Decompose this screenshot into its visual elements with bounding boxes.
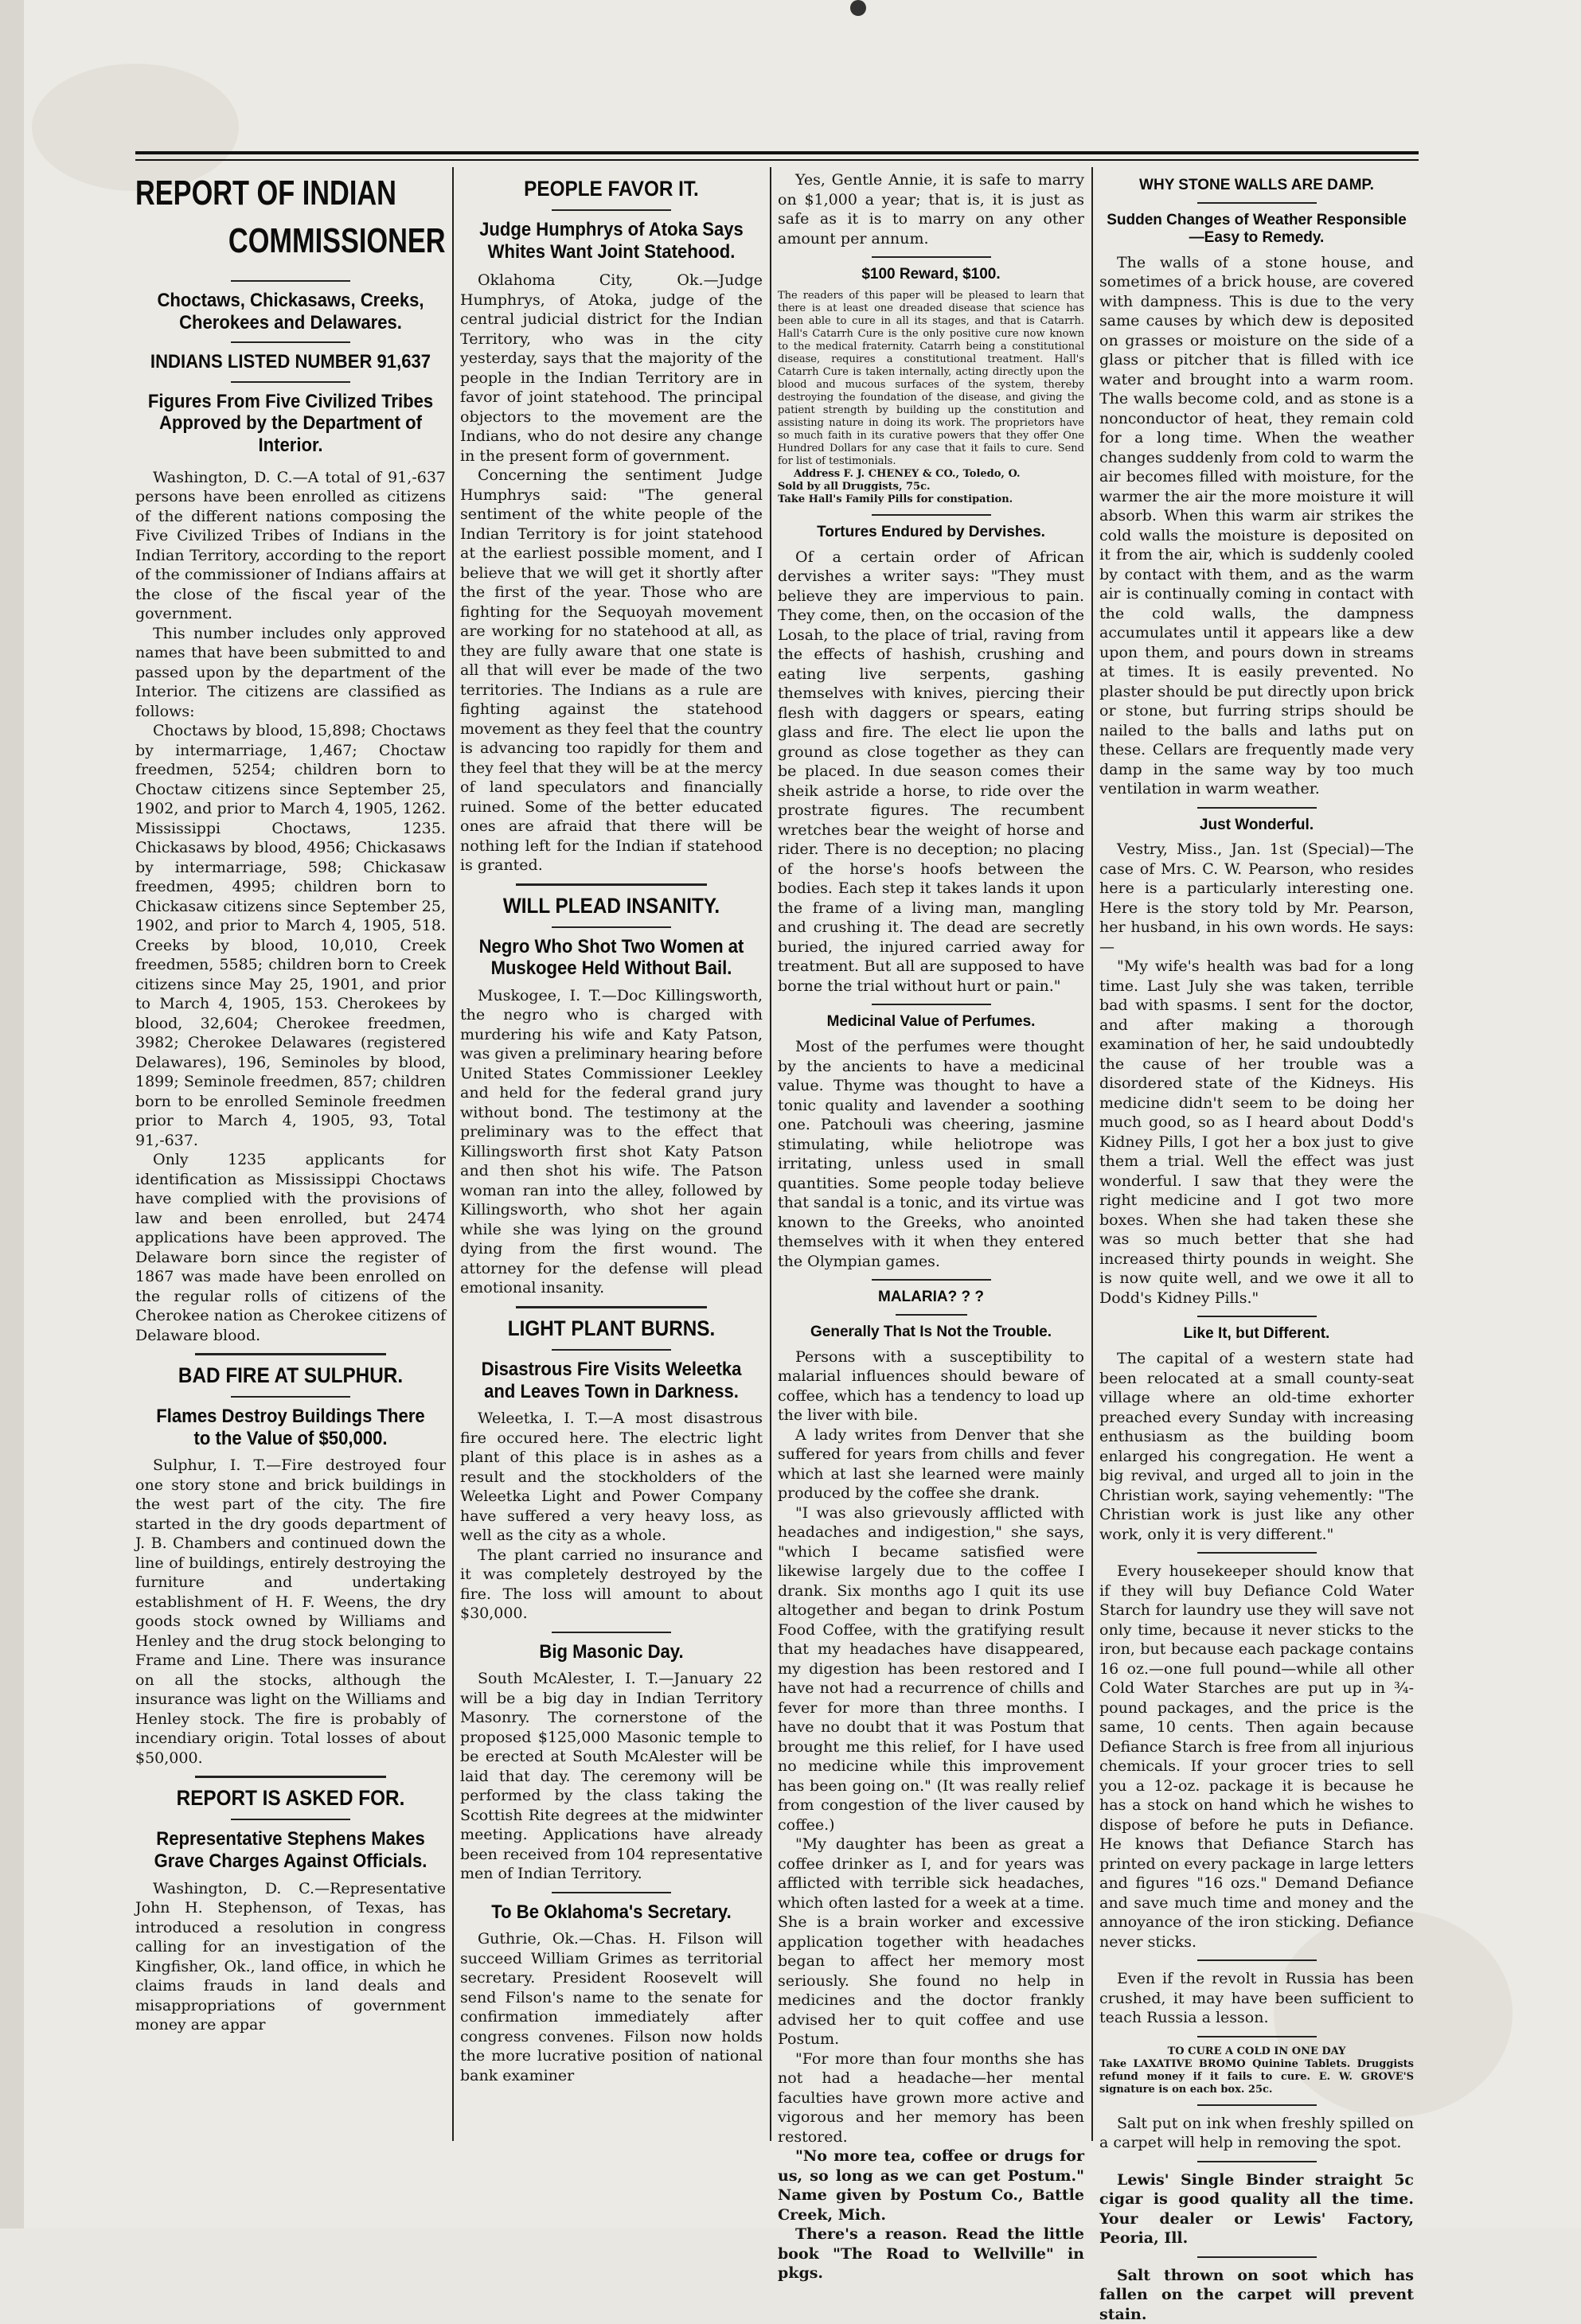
ad-bromo-text: Take LAXATIVE BROMO Quinine Tablets. Druggists refund money if it fails to cure. E. W. GROVE'S signature is on each box. 25c. (1099, 2057, 1414, 2096)
rule (552, 1632, 671, 1633)
rule (552, 209, 671, 211)
rule (872, 514, 991, 516)
filler-gentle-annie: Yes, Gentle Annie, it is safe to marry on $1,000 a year; that is, it is just as safe as it is to marry on any other amount per annum. (778, 171, 1084, 248)
ad-catarrh-text: The readers of this paper will be pleased to learn that there is at least one dreaded disease that science has been able to cure in all its stages, and that is Catarrh. Hall's Catarrh Cure is the only positive cure now known to the medical fraternity. Catarrh being a constitutional disease, requires a constitutional treatment. Hall's Catarrh Cure is taken internally, acting directly upon the blood and mucous surfaces of the system, thereby destroying the foundation of the disease, and giving the patient strength by building up the constitution and assisting nature in doing its work. The proprietors have so much faith in its curative powers that they offer One Hundred Dollars for any case that it fails to cure. Send for list of testimonials. (778, 289, 1084, 467)
headline-insanity: WILL PLEAD INSANITY. (502, 893, 720, 918)
headline-report-line1: REPORT OF INDIAN (135, 174, 396, 213)
deck-people-favor: Judge Humphrys of Atoka Says Whites Want Joint Statehood. (479, 219, 744, 263)
rule (552, 1892, 671, 1893)
rule (516, 1306, 707, 1308)
rule (552, 1349, 671, 1351)
article-people-favor-p2: Concerning the sentiment Judge Humphrys said: "The general sentiment of the white people of the Indian Territory is for joint statehood at the earliest possible moment, and I believe that we will get it shortly after the first of the year. Those who are fighting for the Sequoyah movement are working for no statehood at all, as they are fully aware that one state is all that will ever be made of the two territories. The Indians as a rule are fighting against the statehood movement as they feel that the country is advancing too rapidly for them and they feel that they will be at the mercy of land speculators and financially ruined. Some of the better educated ones are afraid that there will be nothing left for the Indian if statehood is granted. (460, 466, 763, 875)
article-fire: Sulphur, I. T.—Fire destroyed four one story stone and brick buildings in the west part of the city. The fire started in the dry goods department of J. B. Chambers and continued down the line of buildings, entirely destroying the furniture and undertaking establishment of H. F. Weens, the dry goods stock owned by Williams and Henley and the drug stock belonging to Frame and Line. There was insurance on all the stocks, although the insurance was light on the Williams and Henley stock. The fire is probably of incendiary origin. Total losses of about $50,000. (135, 1456, 446, 1767)
rule (1197, 202, 1317, 204)
top-rule-thin (135, 159, 1419, 161)
ink-spot (850, 0, 866, 16)
rule (872, 1004, 991, 1005)
headline-like-it: Like It, but Different. (1183, 1325, 1330, 1343)
rule (552, 926, 671, 928)
rule (1197, 1959, 1317, 1961)
article-malaria-p3: "I was also grievously afflicted with headaches and indigestion," she says, "which I became satisfied were likewise largely due to the coffee I drank. Six months ago I quit its use altogether and began to drink Postum Food Coffee, with the gratifying result that my headaches have disappeared, my digestion has been restored and I have not had a recurrence of chills and fever for more than three months. I have no doubt that it was Postum that brought me this relief, for I have used no medicine while this improvement has been going on." (It was really relief from congestion of the liver caused by coffee.) (778, 1503, 1084, 1834)
article-malaria-p2: A lady writes from Denver that she suffered for years from chills and fever which at last she learned were mainly produced by the coffee she drank. (778, 1425, 1084, 1503)
deck-figures: Figures From Five Civilized Tribes Approved by the Department of Interior. (147, 390, 434, 456)
filler-salt-ink: Salt put on ink when freshly spilled on a carpet will help in removing the spot. (1099, 2114, 1414, 2152)
ad-catarrh-address: Address F. J. CHENEY & CO., Toledo, O. (794, 467, 1021, 480)
article-light-plant-p2: The plant carried no insurance and it was completely destroyed by the fire. The loss will amount to about $30,000. (460, 1546, 763, 1623)
headline-report-asked: REPORT IS ASKED FOR. (176, 1786, 405, 1811)
ad-defiance-starch: Every housekeeper should know that if they will buy Defiance Cold Water Starch for laundry use they will save not only time, because it never sticks to the iron, but because each package contains 16 oz.—one full pound—while all other Cold Water Starches are put up in ¾-pound packages, and the price is the same, 10 cents. Then again because Defiance Starch is free from all injurious chemicals. If your grocer tries to sell you a 12-oz. package it is because he has a stock on hand which he wishes to dispose of before he puts in Defiance. He knows that Defiance Starch has printed on every package in large letters and figures "16 ozs." Demand Defiance and save much time and money and the annoyance of the iron sticking. Defiance never sticks. (1099, 1562, 1414, 1951)
deck-indians-listed: INDIANS LISTED NUMBER 91,637 (150, 351, 431, 373)
article-malaria-p4: "My daughter has been as great a coffee drinker as I, and for years was afflicted with terrible sick headaches, which often lasted for a week at a time. She is a brain worker and excessive application together with headaches began to affect her memory most seriously. She found no help in medicines and the doctor frankly advised her to quit coffee and use Postum. (778, 1835, 1084, 2049)
ad-bromo-headline: TO CURE A COLD IN ONE DAY (1167, 2045, 1346, 2057)
top-rule (135, 151, 1419, 154)
article-people-favor-p1: Oklahoma City, Ok.—Judge Humphrys, of Atoka, judge of the central judicial district for the Indian Territory, who was in the city yesterday, says that the majority of the people in the Indian Territory are in favor of joint statehood. The principal objectors to the movement are the Indians, who do not desire any change in the present form of government. (460, 271, 763, 465)
headline-dervishes: Tortures Endured by Dervishes. (817, 523, 1045, 540)
article-malaria-p6: "No more tea, coffee or drugs for us, so long as we can get Postum." Name given by Postum Co., Battle Creek, Mich. (778, 2147, 1084, 2224)
rule (1197, 2161, 1317, 2162)
rule (1197, 2104, 1317, 2106)
article-stone-walls: The walls of a stone house, and sometimes of a brick house, are covered with dampness. This is due to the very same causes by which dew is deposited on grasses or moisture on the side of a glass or pitcher that is filled with ice water and brought into a warm room. The walls become cold, and as stone is a nonconductor of heat, they remain cold for a long time. When the weather changes suddenly from cold to warm the air becomes filled with moisture, for the warmer the air the more moisture it will absorb. When this warm air strikes the cold walls the moisture is deposited on it from the air, which is suddenly cooled by contact with them, and as the warm air is continually coming in contact with the cold walls, the dampness accumulates until it appears like a dew upon them, and pours down in streams at times. It is easily prevented. No plaster should be put directly upon brick or stone, but furring strips should be nailed to the balls and laths put on these. Cellars are frequently made very damp in the same way by too much ventilation in warm weather. (1099, 253, 1414, 798)
ad-catarrh-sold: Sold by all Druggists, 75c. (778, 480, 931, 493)
rule (516, 883, 707, 886)
column-4 (1099, 170, 1414, 2323)
headline-report-line2: COMMISSIONER (228, 221, 446, 260)
rule (231, 1396, 350, 1398)
article-wonderful-p1: Vestry, Miss., Jan. 1st (Special)—The case of Mrs. C. W. Pearson, who resides here is a particularly interesting one. Here is the story told by Mr. Pearson, her husband, in his own words. He says:— (1099, 840, 1414, 956)
article-masonic: South McAlester, I. T.—January 22 will be a big day in Indian Territory Masonry. The cornerstone of the proposed $125,000 Masonic temple to be erected at South McAlester will be laid that day. The ceremony will be performed by the class taking the Scottish Rite degrees at the midwinter meeting. Applications have already been received from 104 representative men of Indian Territory. (460, 1670, 763, 1883)
rule (195, 1776, 386, 1778)
rule (231, 1819, 350, 1820)
article-light-plant-p1: Weleetka, I. T.—A most disastrous fire occured here. The electric light plant of this place is in ashes as a result and the stockholders of the Weleetka Light and Power Company have suffered a very heavy loss, as well as the city as a whole. (460, 1410, 763, 1545)
rule (896, 1314, 967, 1316)
article-insanity: Muskogee, I. T.—Doc Killingsworth, the negro who is charged with murdering his wife and Katy Patson, was given a preliminary hearing before United States Commissioner Leekley and held for the federal grand jury without bond. The testimony at the preliminary was to the effect that Killingsworth first shot Katy Patson and then shot his wife. The Patson woman ran into the alley, followed by Killingsworth, who shot her again while she was lying on the ground dying from the first wound. The attorney for the defense will plead emotional insanity. (460, 986, 763, 1297)
headline-perfumes: Medicinal Value of Perfumes. (826, 1013, 1036, 1031)
deck-report-asked: Representative Stephens Makes Grave Charges Against Officials. (154, 1828, 427, 1872)
headline-stone-walls: WHY STONE WALLS ARE DAMP. (1139, 177, 1374, 193)
headline-fire: BAD FIRE AT SULPHUR. (178, 1363, 404, 1388)
column-3 (778, 170, 1084, 2283)
article-malaria-p7: There's a reason. Read the little book "The Road to Wellville" in pkgs. (778, 2225, 1084, 2283)
article-wonderful-p2: "My wife's health was bad for a long time. Last July she was taken, terrible bad with spasms. I sent for the doctor, and after making a thorough examination of her, he said undoubtedly the cause of her trouble was a disordered state of the Kidneys. His medicine didn't seem to be doing her much good, so as I heard about Dodd's Kidney Pills, I got her a box just to give them a trial. Well the effect was just wonderful. I saw that they were the right medicine and I got two more boxes. When she had taken these she was so much better that she had increased thirty pounds in weight. She is now quite well, and we owe it all to Dodd's Kidney Pills." (1099, 957, 1414, 1307)
deck-tribes: Choctaws, Chickasaws, Creeks, Cherokees and Delawares. (157, 290, 424, 333)
column-rule (770, 167, 771, 2141)
article-report-p3: Choctaws by blood, 15,898; Choctaws by intermarriage, 1,467; Choctaw freedmen, 5254; children born to Choctaw citizens since September 25, 1902, and prior to March 4, 1905, 1262. Mississippi Choctaws, 1235. Chickasaws by blood, 4956; Chickasaws by intermarriage, 598; Chickasaw freedmen, 4995; children born to Chickasaw citizens since September 25, 1902, and prior to March 4, 1905, 518. Creeks by blood, 10,010, Creek freedmen, 5585; children born to Creek citizens since May 25, 1901, and prior to March 4, 1905, 153. Cherokees by blood, 32,604; Cherokee freedmen, 3982; Cherokee Delawares (registered Delawares), 196, Seminoles by blood, 1899; Seminole freedmen, 857; children born to be enrolled Seminole freedmen prior to March 4, 1905, 93, Total 91,-637. (135, 722, 446, 1149)
article-perfumes: Most of the perfumes were thought by the ancients to have a medicinal value. Thyme was thought to have a tonic quality and lavender a soothing one. Patchouli was cheering, jasmine stimulating, while heliotrope was irritating, unless used in small quantities. Some people today believe that sandal is a tonic, and its virtue was known to the Greeks, who anointed themselves with it when they entered the Olympian games. (778, 1038, 1084, 1270)
column-2 (460, 170, 763, 2144)
filler-russia: Even if the revolt in Russia has been crushed, it may have been sufficient to teach Russia a lesson. (1099, 1970, 1414, 2027)
rule (872, 256, 991, 258)
filler-salt-soot: Salt thrown on soot which has fallen on the carpet will prevent stain. (1099, 2266, 1414, 2323)
headline-secretary: To Be Oklahoma's Secretary. (491, 1901, 732, 1923)
rule (872, 1279, 991, 1281)
rule (195, 1353, 386, 1355)
ad-lewis-cigar: Lewis' Single Binder straight 5c cigar is good quality all the time. Your dealer or Lewis' Factory, Peoria, Ill. (1099, 2170, 1414, 2248)
deck-light-plant: Disastrous Fire Visits Weleetka and Leaves Town in Darkness. (481, 1359, 742, 1402)
deck-fire: Flames Destroy Buildings There to the Value of $50,000. (156, 1406, 425, 1449)
article-malaria-p1: Persons with a susceptibility to malarial influences should beware of coffee, which has a tendency to load up the liver with bile. (778, 1347, 1084, 1425)
rule (1197, 1552, 1317, 1554)
column-rule (1091, 167, 1093, 2141)
column-1 (135, 170, 446, 2208)
rule (1197, 807, 1317, 809)
headline-just-wonderful: Just Wonderful. (1199, 816, 1314, 833)
left-margin-shadow (0, 0, 24, 2228)
ad-catarrh-pills: Take Hall's Family Pills for constipation. (778, 493, 1013, 505)
article-report-asked: Washington, D. C.—Representative John H. Stephenson, of Texas, has introduced a resolution in congress calling for an investigation of the Kingfisher, Ok., land office, in which he claims frauds in land deals and misappropriations of government money are appar (135, 1879, 446, 2034)
article-report-p2: This number includes only approved names that have been submitted to and passed upon by the department of the Interior. The citizens are classified as follows: (135, 624, 446, 720)
rule (231, 341, 350, 343)
headline-masonic: Big Masonic Day. (539, 1640, 684, 1663)
article-secretary: Guthrie, Ok.—Chas. H. Filson will succeed William Grimes as territorial secretary. President Roosevelt will send Filson's name to the senate for confirmation immediately after congress convenes. Filson now holds the more lucrative position of national bank examiner (460, 1930, 763, 2084)
article-report-p4: Only 1235 applicants for identification as Mississippi Choctaws have complied with the provisions of law and been enrolled, but 2474 applications have been approved. The Delaware born since the register of 1867 was made have been enrolled on the regular rolls of citizens of the Cherokee nation as Cherokee citizens of Delaware blood. (135, 1151, 446, 1344)
deck-stone-walls: Sudden Changes of Weather Responsible—Easy to Remedy. (1107, 211, 1407, 246)
headline-people-favor: PEOPLE FAVOR IT. (524, 177, 699, 201)
headline-light-plant: LIGHT PLANT BURNS. (507, 1316, 716, 1340)
rule (1197, 1316, 1317, 1317)
headline-malaria: MALARIA? ? ? (878, 1289, 984, 1306)
column-rule (452, 167, 454, 2141)
headline-generally: Generally That Is Not the Trouble. (810, 1323, 1052, 1340)
article-dervishes: Of a certain order of African dervishes a writer says: "They must believe they are impervious to pain. They come, then, on the occasion of the Losah, to the place of trial, raving from the effects of hashish, crushing and eating live serpents, gashing themselves with knives, piercing their flesh with daggers or spears, eating glass and fire. The elect lie upon the ground as close together as they can be placed. In due season comes their sheik astride a horse, to ride over the prostrate figures. The recumbent wretches bear the weight of horse and rider. There is no deception; no placing of the horse's hoofs between the bodies. Each step it takes lands it upon the frame of a living man, mangling and crushing it. The dead are secretly buried, the injured carried away for treatment. But all are supposed to have borne the trial without hurt or pain." (778, 548, 1084, 995)
rule (231, 381, 350, 383)
deck-insanity: Negro Who Shot Two Women at Muskogee Held Without Bail. (478, 935, 744, 980)
rule (1197, 2256, 1317, 2258)
article-report-p1: Washington, D. C.—A total of 91,-637 persons have been enrolled as citizens of the different nations composing the Five Civilized Tribes of Indians in the Indian Territory, according to the report of the commissioner of Indians affairs at the close of the fiscal year of the government. (135, 468, 446, 623)
rule (1197, 2036, 1317, 2037)
rule (231, 280, 350, 282)
headline-reward: $100 Reward, $100. (861, 266, 1001, 283)
article-like-it: The capital of a western state had been relocated at a small county-seat village where an old-time exhorter preached every Sunday with increasing enthusiasm as the building boom enlarged his congregation. He went a big revival, and urged all to join in the Christian work, saying vehemently: "The Christian work is just like any other work, only it is very different." (1099, 1350, 1414, 1543)
article-malaria-p5: "For more than four months she has not had a headache—her mental faculties have grown more active and vigorous and her memory has been restored. (778, 2049, 1084, 2146)
